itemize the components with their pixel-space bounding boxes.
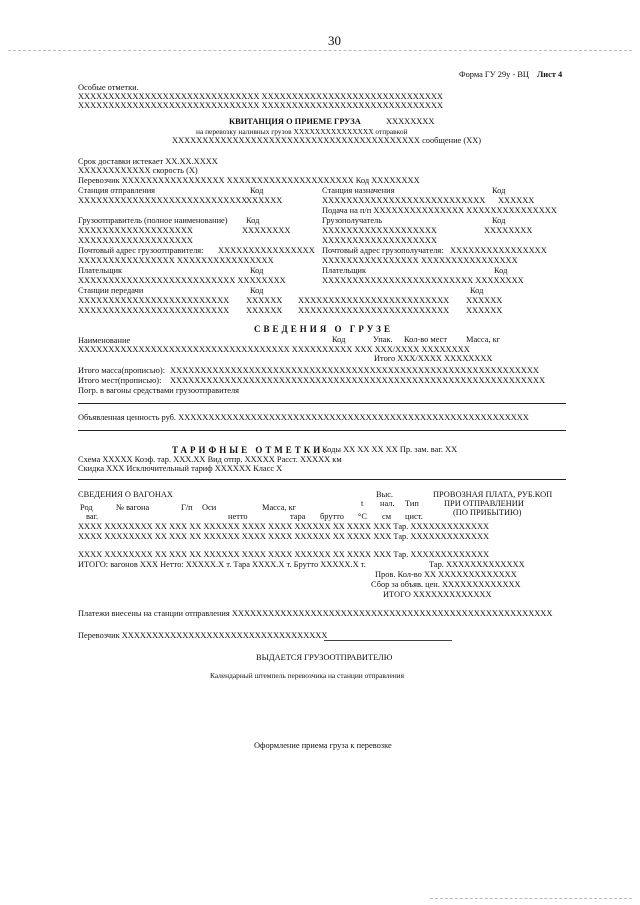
transfer-stations-label: Станции передачи	[78, 286, 144, 295]
tariff-total: Тар. XXXXXXXXXXXXX	[429, 560, 525, 569]
declared-value: Объявленная ценность руб. XXXXXXXXXXXXXXXXXXXXXXXXXXXXXXXXXXXXXXXXXXXXXXXXXXXXXXXXXX	[78, 413, 529, 422]
wagons-col-mass: Масса, кг	[262, 503, 297, 512]
cargo-row: XXXXXXXXXXXXXXXXXXXXXXXXXXXXXXXXXXX XXXXXXXXXX XXX XXX/XXXX XXXXXXXX	[78, 345, 470, 354]
tariff-discount: Скидка XXX Исключительный тариф XXXXXX Класс X	[78, 464, 283, 473]
wagons-col-brutto: брутто	[320, 512, 344, 521]
tariff-codes: Коды XX XX XX XX Пр. зам. ваг. XX	[322, 445, 458, 454]
transfer-code-label: Код	[470, 286, 484, 295]
cargo-col-pack: Упак.	[373, 335, 393, 344]
special-marks-line: XXXXXXXXXXXXXXXXXXXXXXXXXXXXXX XXXXXXXXXXXXXXXXXXXXXXXXXXXXXX	[78, 101, 443, 110]
wagon-row: XXXX XXXXXXXX XX XXX XX XXXXXX XXXX XXXX XXXXXX XX XXXX XXX Тар. XXXXXXXXXXXXX	[78, 532, 490, 541]
submission-line: Подача на п/п XXXXXXXXXXXXXXX XXXXXXXXXXXXXXX	[322, 206, 557, 215]
fare-arrival-label: (ПО ПРИБЫТИЮ)	[453, 508, 522, 517]
receipt-subtitle: на перевозку наливных грузов XXXXXXXXXXXXXXX отправкой	[196, 127, 408, 136]
places-in-words-value: XXXXXXXXXXXXXXXXXXXXXXXXXXXXXXXXXXXXXXXXXXXXXXXXXXXXXXXXXXXXXX	[170, 376, 545, 385]
declared-value-fee: Сбор за объяв. цен. XXXXXXXXXXXXX	[371, 580, 521, 589]
transfer-station: XXXXXXXXXXXXXXXXXXXXXXXXX	[298, 306, 450, 315]
tariff-scheme: Схема XXXXX Коэф. тар. XXX.XX Вид отпр. XXXXX Расст. XXXXX км	[78, 455, 342, 464]
delivery-speed: XXXXXXXXXXXX скорость (X)	[78, 166, 198, 175]
consignee-address-value: XXXXXXXXXXXXXXXX	[450, 246, 547, 255]
consignee-address-label: Почтовый адрес грузополучателя:	[322, 246, 444, 255]
form-label: Форма ГУ 29у - ВЦ	[459, 70, 529, 79]
carrier-line: Перевозчик XXXXXXXXXXXXXXXXX XXXXXXXXXXXXXXXXXXXXX Код XXXXXXXX	[78, 176, 420, 185]
special-marks-line: XXXXXXXXXXXXXXXXXXXXXXXXXXXXXX XXXXXXXXXXXXXXXXXXXXXXXXXXXXXX	[78, 92, 443, 101]
payer-2-value: XXXXXXXXXXXXXXXXXXXXXXXXX XXXXXXXX	[322, 276, 524, 285]
transfer-code: XXXXXX	[466, 296, 503, 305]
receipt-message-line: XXXXXXXXXXXXXXXXXXXXXXXXXXXXXXXXXXXXXXXXX сообщение (XX)	[172, 136, 482, 145]
provision-line: Пров. Кол-во XX XXXXXXXXXXXXX	[375, 570, 517, 579]
calendar-stamp-label: Календарный штемпель перевозчика на станции отправления	[210, 671, 405, 680]
payer-2-label: Плательщик	[322, 266, 367, 275]
payments-line: Платежи внесены на станции отправления XXXXXXXXXXXXXXXXXXXXXXXXXXXXXXXXXXXXXXXXXXXXXXXXXXXXX	[78, 609, 553, 618]
loading-note: Погр. в вагоны средствами грузоотправителя	[78, 386, 239, 395]
departure-station-label: Станция отправления	[78, 186, 156, 195]
destination-code-label: Код	[492, 186, 506, 195]
transfer-code-label: Код	[250, 286, 264, 295]
cargo-heading: СВЕДЕНИЯ О ГРУЗЕ	[254, 324, 393, 334]
top-dashed-rule	[8, 50, 632, 51]
cargo-total: Итого XXX/XXXX XXXXXXXX	[374, 354, 493, 363]
receipt-number: XXXXXXXX	[386, 117, 435, 126]
wagons-col-number: № вагона	[116, 503, 150, 512]
consignee-code-value: XXXXXXXX	[484, 226, 533, 235]
consignee-label: Грузополучатель	[322, 216, 383, 225]
consignee-name-line: XXXXXXXXXXXXXXXXXXX	[322, 236, 437, 245]
cargo-col-places: Кол-во мест	[404, 335, 447, 344]
transfer-code: XXXXXX	[466, 306, 503, 315]
footer-caption: Оформление приема груза к перевозке	[254, 741, 392, 750]
special-marks-label: Особые отметки.	[78, 83, 139, 92]
places-in-words-label: Итого мест(прописью):	[78, 376, 162, 385]
consignee-address-line: XXXXXXXXXXXXXXXX XXXXXXXXXXXXXXXX	[322, 256, 518, 265]
payer-value: XXXXXXXXXXXXXXXXXXXXXXXXXX XXXXXXXX	[78, 276, 286, 285]
wagons-col-netto: нетто	[228, 512, 248, 521]
wagons-col-temp: t	[361, 499, 364, 508]
transfer-code: XXXXXX	[246, 306, 283, 315]
issued-to-shipper: ВЫДАЕТСЯ ГРУЗООТПРАВИТЕЛЮ	[256, 653, 393, 662]
payer-code-label: Код	[250, 266, 264, 275]
wagons-col-capacity: Г/п	[181, 503, 193, 512]
wagons-col-tank: цист.	[405, 512, 423, 521]
carrier-signature: Перевозчик XXXXXXXXXXXXXXXXXXXXXXXXXXXXXXXXXX	[78, 631, 328, 640]
mass-in-words-label: Итого масса(прописью):	[78, 366, 166, 375]
transfer-code: XXXXXX	[246, 296, 283, 305]
fare-heading: ПРОВОЗНАЯ ПЛАТА, РУБ.КОП	[433, 490, 553, 499]
transfer-station: XXXXXXXXXXXXXXXXXXXXXXXXX	[78, 306, 230, 315]
tariff-heading: ТАРИФНЫЕ ОТМЕТКИ:	[172, 445, 330, 455]
cargo-col-mass: Масса, кг	[466, 335, 501, 344]
shipper-code-label: Код	[246, 216, 260, 225]
signature-line	[324, 640, 452, 641]
mass-in-words-value: XXXXXXXXXXXXXXXXXXXXXXXXXXXXXXXXXXXXXXXXXXXXXXXXXXXXXXXXXXXXX	[170, 366, 539, 375]
wagons-col-type: Тип	[405, 499, 419, 508]
payer-label: Плательщик	[78, 266, 123, 275]
wagons-col-cm: см	[382, 512, 392, 521]
wagons-total: ИТОГО: вагонов XXX Нетто: XXXXX.X т. Тара XXXX.X т. Брутто XXXXX.X т.	[78, 560, 366, 569]
destination-station-value: XXXXXXXXXXXXXXXXXXXXXXXXXXX	[322, 196, 486, 205]
cargo-col-code: Код	[332, 335, 346, 344]
shipper-name-line: XXXXXXXXXXXXXXXXXXX	[78, 226, 193, 235]
departure-station-value: XXXXXXXXXXXXXXXXXXXXXXXXXXXX	[78, 196, 248, 205]
destination-code-value: XXXXXX	[498, 196, 535, 205]
payer-2-code-label: Код	[494, 266, 508, 275]
divider	[78, 479, 566, 480]
wagons-heading: СВЕДЕНИЯ О ВАГОНАХ	[78, 490, 173, 499]
departure-code-value: XXXXXX	[246, 196, 283, 205]
wagons-col-tara: тара	[290, 512, 306, 521]
shipper-label: Грузоотправитель (полное наименование)	[78, 216, 228, 225]
shipper-address-label: Почтовый адрес грузоотправителя:	[78, 246, 204, 255]
consignee-name-line: XXXXXXXXXXXXXXXXXXX	[322, 226, 437, 235]
wagons-col-fill: нал.	[380, 499, 395, 508]
sheet-label: Лист 4	[537, 70, 563, 79]
divider	[78, 403, 566, 404]
receipt-title: КВИТАНЦИЯ О ПРИЕМЕ ГРУЗА	[229, 117, 361, 126]
shipper-address-value: XXXXXXXXXXXXXXXX	[218, 246, 315, 255]
shipper-address-line: XXXXXXXXXXXXXXXX XXXXXXXXXXXXXXXX	[78, 256, 274, 265]
delivery-deadline: Срок доставки истекает XX.XX.XXXX	[78, 157, 218, 166]
wagons-col-kind-sub: ваг.	[86, 512, 99, 521]
destination-station-label: Станция назначения	[322, 186, 395, 195]
consignee-code-label: Код	[492, 216, 506, 225]
shipper-name-line: XXXXXXXXXXXXXXXXXXX	[78, 236, 193, 245]
shipper-code-value: XXXXXXXX	[242, 226, 291, 235]
transfer-station: XXXXXXXXXXXXXXXXXXXXXXXXX	[298, 296, 450, 305]
divider	[78, 430, 566, 431]
wagons-col-height: Выс.	[376, 490, 394, 499]
wagons-col-celsius: °С	[358, 512, 367, 521]
page-number: 30	[328, 33, 341, 48]
transfer-station: XXXXXXXXXXXXXXXXXXXXXXXXX	[78, 296, 230, 305]
wagon-row: XXXX XXXXXXXX XX XXX XX XXXXXX XXXX XXXX XXXXXX XX XXXX XXX Тар. XXXXXXXXXXXXX	[78, 522, 490, 531]
wagon-row: XXXX XXXXXXXX XX XXX XX XXXXXX XXXX XXXX XXXXXX XX XXXX XXX Тар. XXXXXXXXXXXXX	[78, 550, 490, 559]
bottom-dashed-rule	[430, 898, 632, 899]
wagons-col-axles: Оси	[202, 503, 217, 512]
cargo-col-name: Наименование	[78, 336, 131, 345]
fare-total: ИТОГО XXXXXXXXXXXXX	[383, 590, 492, 599]
wagons-col-kind: Род	[80, 503, 93, 512]
departure-code-label: Код	[250, 186, 264, 195]
fare-departure-label: ПРИ ОТПРАВЛЕНИИ	[444, 499, 524, 508]
